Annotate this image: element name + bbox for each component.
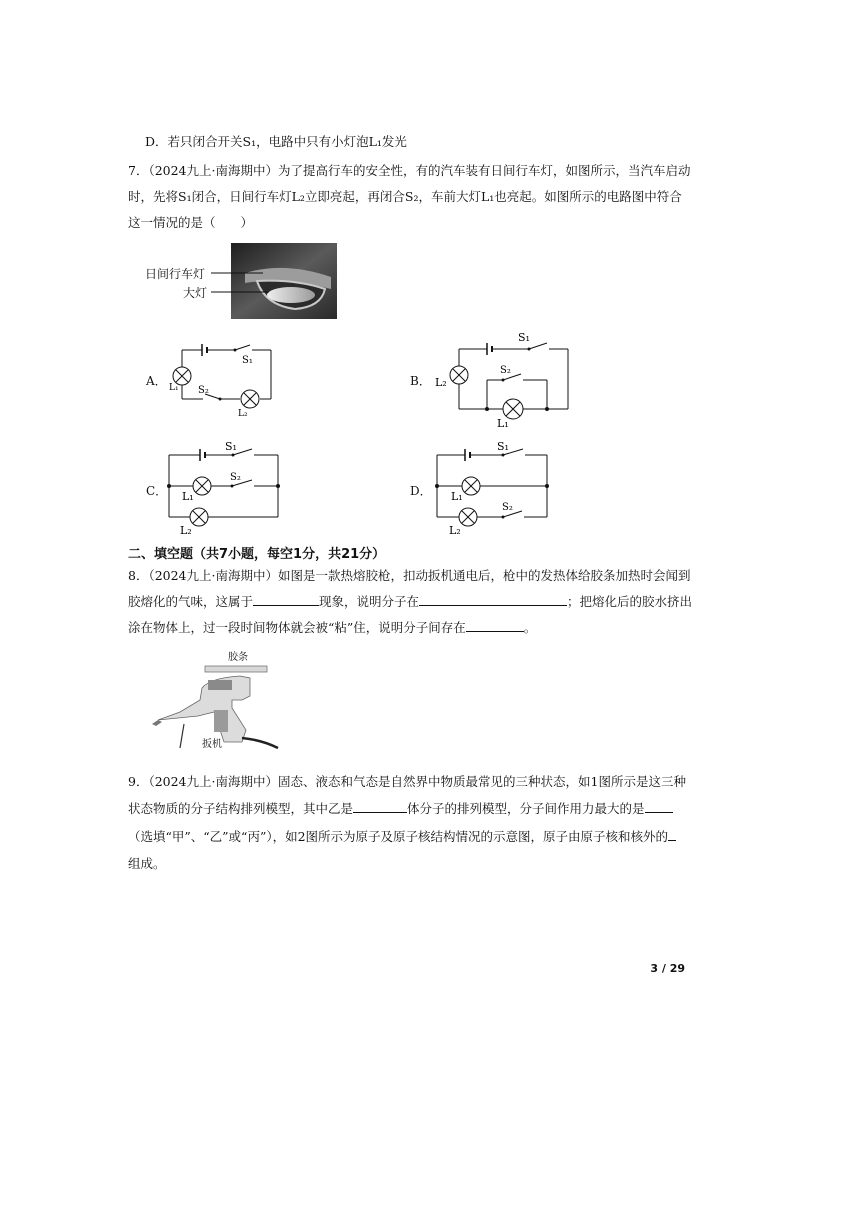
svg-text:L₂: L₂ [180, 524, 192, 537]
circuit-a [160, 335, 280, 420]
q7-line2: 时，先将S₁闭合，日间行车灯L₂立即亮起，再闭合S₂，车前大灯L₁也亮起。如图所示的电路图中符合 [128, 189, 682, 204]
svg-text:L₁: L₁ [451, 490, 463, 503]
svg-text:S₁: S₁ [518, 331, 530, 344]
svg-text:L₂: L₂ [238, 409, 248, 419]
glue-gun-figure [150, 648, 285, 750]
label-headlight: 大灯 [183, 286, 208, 300]
q7-option-d-label: D． [410, 484, 432, 498]
svg-text:L₂: L₂ [435, 376, 447, 389]
q6-option-d: D．若只闭合开关S₁，电路中只有小灯泡L₁发光 [145, 134, 407, 149]
q8-line2 [128, 593, 692, 611]
q8-blank-1[interactable] [253, 593, 319, 606]
circuit-b [425, 325, 575, 430]
label-glue-stick: 胶条 [228, 652, 248, 663]
circuit-c [160, 438, 290, 538]
svg-text:S₂: S₂ [500, 365, 511, 376]
q7-line1: 7．（2024九上·南海期中）为了提高行车的安全性，有的汽车装有日间行车灯，如图所示，当汽车启动 [128, 163, 691, 178]
svg-text:S₁: S₁ [242, 355, 253, 366]
svg-text:L₁: L₁ [169, 383, 179, 393]
svg-text:L₁: L₁ [182, 490, 194, 503]
q7-option-a-label: A． [146, 374, 167, 388]
q8-line3-part2: 。 [523, 620, 537, 635]
q9-blank-1[interactable] [353, 800, 407, 813]
q8-blank-2[interactable] [419, 593, 567, 606]
q8-line2-part1: 胶熔化的气味，这属于 [128, 594, 254, 609]
q8-line3-part1: 涂在物体上，过一段时间物体就会被“粘”住，说明分子间存在 [128, 620, 466, 635]
label-daytime-running-light: 日间行车灯 [145, 267, 206, 281]
car-headlight-photo [145, 243, 345, 321]
q9-line2-part1: 状态物质的分子结构排列模型，其中乙是 [128, 801, 354, 816]
car-headlight-figure [145, 243, 345, 321]
q8-line1: 8．（2024九上·南海期中）如图是一款热熔胶枪，扣动扳机通电后，枪中的发热体给胶条加热时会闻到 [128, 568, 691, 583]
q8-blank-3[interactable] [466, 619, 524, 632]
q8-line2-part3: ；把熔化后的胶水挤出 [567, 594, 693, 609]
svg-text:S₂: S₂ [230, 472, 241, 483]
q9-line4: 组成。 [128, 856, 166, 871]
q9-line3 [128, 828, 676, 846]
q9-line3-text: （选填“甲”、“乙”或“丙”），如2图所示为原子及原子核结构情况的示意图，原子由原子核和核外的 [128, 829, 669, 844]
q9-blank-2[interactable] [645, 800, 673, 813]
q9-line1: 9．（2024九上·南海期中）固态、液态和气态是自然界中物质最常见的三种状态，如1图所示是这三种 [128, 774, 686, 789]
q7-option-b-label: B． [410, 374, 431, 388]
q8-line3 [128, 619, 536, 637]
circuit-d [425, 438, 555, 538]
q7-option-c-label: C． [146, 484, 168, 498]
page-number: 3 / 29 [650, 962, 685, 975]
q7-line3: 这一情况的是（ ） [128, 215, 254, 230]
q9-line2-part2: 体分子的排列模型，分子间作用力最大的是 [407, 801, 645, 816]
svg-text:S₂: S₂ [502, 502, 513, 513]
label-trigger: 扳机 [202, 739, 222, 750]
section-title-fill-in: 二、填空题（共7小题，每空1分，共21分） [128, 547, 386, 562]
q8-line2-part2: 现象，说明分子在 [319, 594, 420, 609]
svg-text:S₂: S₂ [198, 385, 209, 396]
svg-text:L₁: L₁ [497, 417, 509, 430]
q9-line2 [128, 800, 673, 818]
svg-text:L₂: L₂ [449, 524, 461, 537]
svg-text:S₁: S₁ [225, 440, 237, 453]
svg-text:S₁: S₁ [497, 440, 509, 453]
q9-blank-3[interactable] [668, 828, 676, 841]
